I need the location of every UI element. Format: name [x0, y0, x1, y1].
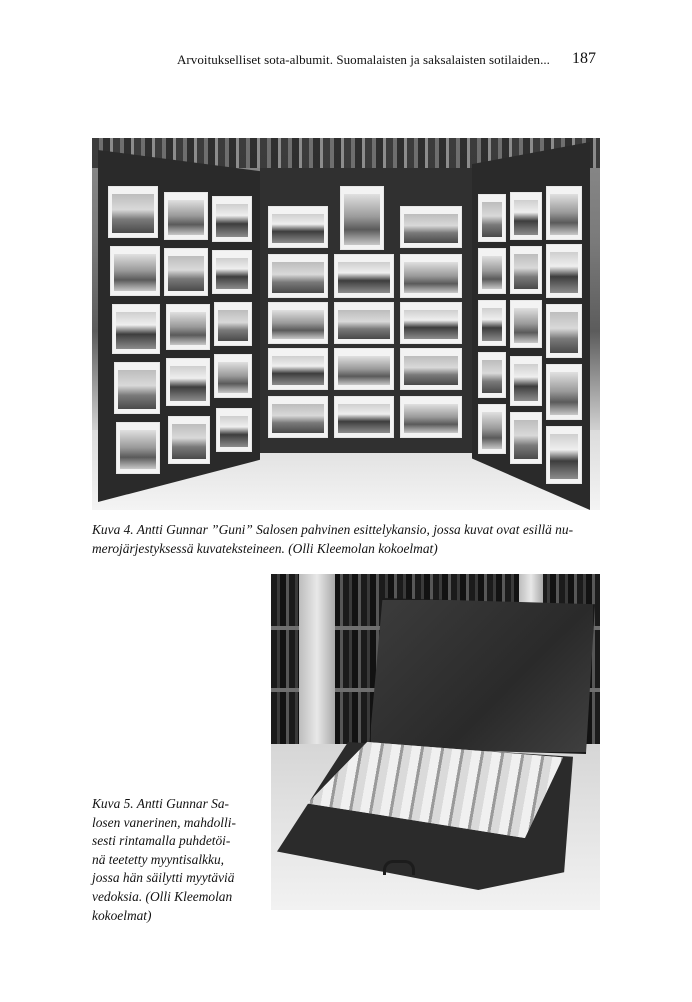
figure-5-caption-line: nä teetetty myyntisalkku, — [92, 851, 224, 867]
folder-left-panel — [98, 150, 260, 502]
suitcase-handle — [383, 860, 415, 875]
running-title: Arvoitukselliset sota-albumit. Suomalaisten ja saksalaisten sotilaiden... — [176, 52, 550, 67]
figure-5-caption-line: kokoelmat) — [92, 907, 152, 923]
figure-5-caption-line: vedoksia. (Olli Kleemolan — [92, 888, 233, 904]
figure-5-caption-line: sesti rintamalla puhdetöi- — [92, 833, 231, 849]
figure-4-caption — [92, 520, 612, 558]
figure-4-caption-line: merojärjestyksessä kuvateksteineen. (Olli Kleemolan kokoelmat) — [92, 541, 438, 556]
suitcase-lid — [369, 598, 595, 754]
running-header — [0, 52, 692, 72]
figure-5-caption-line: losen vanerinen, mahdolli- — [92, 814, 236, 830]
folder-right-panel — [472, 142, 590, 510]
figure-5-caption-line: jossa hän säilytti myytäviä — [92, 870, 235, 886]
figure-5-caption — [92, 795, 252, 925]
folder-center-panel — [260, 168, 472, 453]
figure-5-photo-suitcase — [271, 574, 600, 910]
figure-4-caption-line: Kuva 4. Antti Gunnar ”Guni” Salosen pahvinen esittelykansio, jossa kuvat ovat esillä nu- — [92, 522, 574, 537]
page-number: 187 — [572, 50, 596, 67]
figure-4-photo-display-folder — [92, 138, 600, 510]
figure-5-caption-line: Kuva 5. Antti Gunnar Sa- — [92, 796, 230, 811]
